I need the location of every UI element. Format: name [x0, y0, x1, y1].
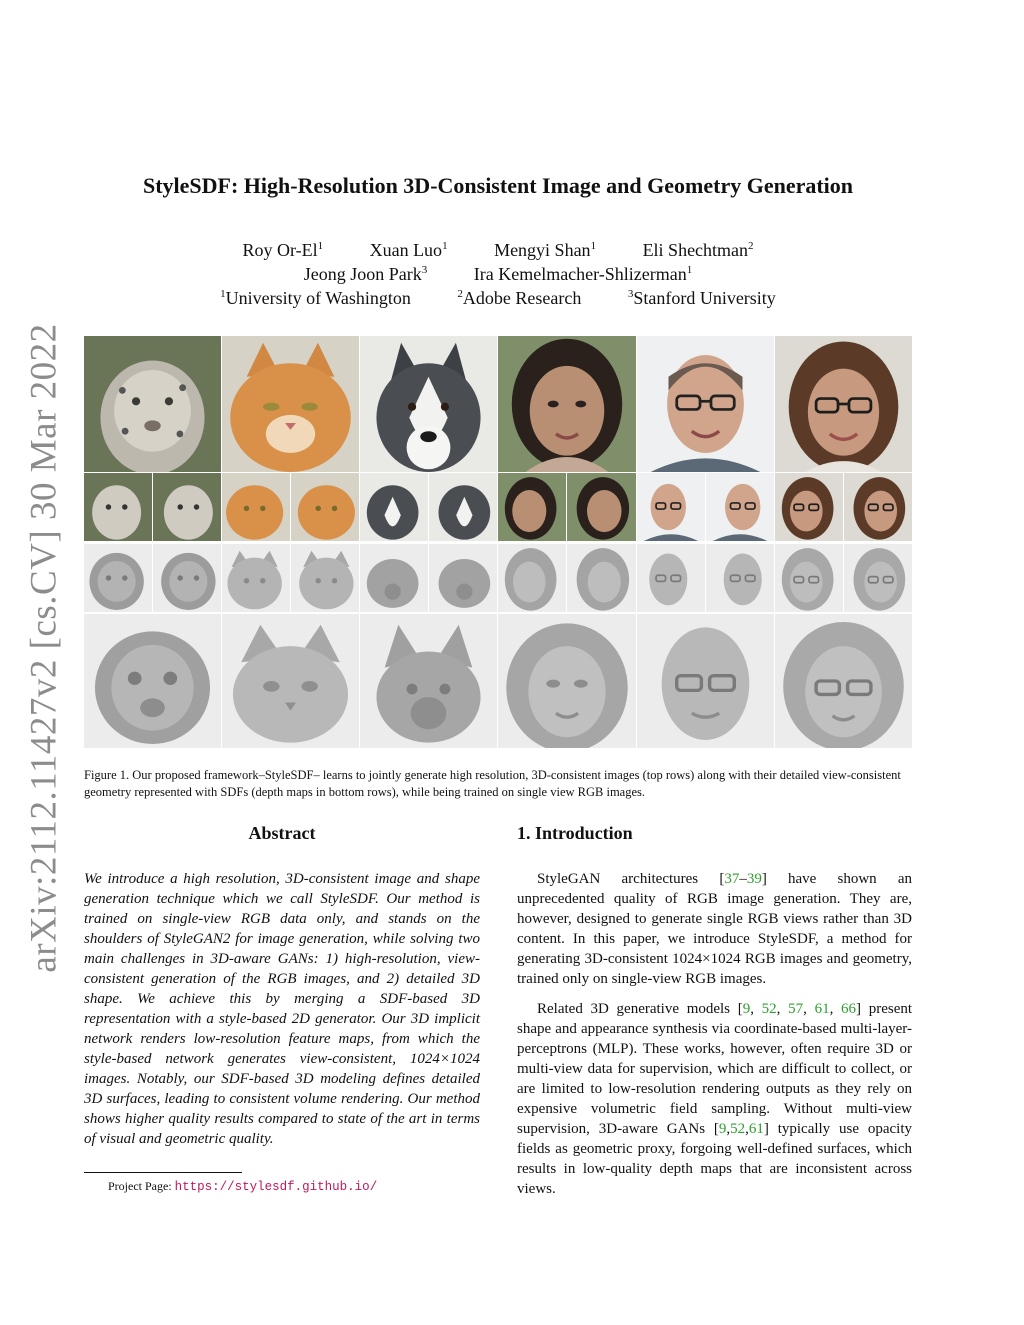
woman-glasses-view-left — [775, 473, 843, 541]
author-name — [494, 240, 596, 261]
author-text: Xuan Luo — [369, 240, 443, 260]
author-text: Jeong Joon Park — [303, 264, 422, 284]
footnote-rule — [84, 1172, 242, 1173]
intro-text: – — [739, 871, 747, 887]
citation-link[interactable]: 52 — [730, 1121, 746, 1137]
leopard-depth-view-left — [84, 544, 152, 612]
intro-text: ] have shown an unprecedented quality of RGB image generation. They are, however, designed to generate single RGB views rather than 3D content. In this paper, we introduce StyleSDF, a method for generating 3D-consistent 1024×1024 RGB images and geometry, trained only on single-view RGB images. — [517, 871, 912, 987]
cat-view-left — [222, 473, 290, 541]
woman-glasses-depth-view-left — [775, 544, 843, 612]
cat-depth-map — [222, 614, 359, 748]
authors-row-2 — [84, 264, 912, 285]
woman-depth-map — [498, 614, 636, 748]
author-affiliation-mark: 3 — [421, 264, 428, 276]
dog-depth-map — [360, 614, 497, 748]
man-view-right — [706, 473, 774, 541]
cat-depth-view-left — [222, 544, 290, 612]
man-depth-view-right — [706, 544, 774, 612]
author-affiliation-mark: 1 — [590, 240, 597, 252]
project-page-link[interactable]: https://stylesdf.github.io/ — [174, 1180, 378, 1194]
citation-link[interactable]: 57 — [788, 1001, 804, 1017]
dog-rgb-image — [360, 336, 497, 472]
abstract-heading: Abstract — [248, 823, 316, 843]
dog-view-right — [429, 473, 497, 541]
dog-depth-view-left — [360, 544, 428, 612]
dog-view-left — [360, 473, 428, 541]
cat-rgb-image — [222, 336, 359, 472]
author-text: Mengyi Shan — [494, 240, 591, 260]
citation-link[interactable]: 52 — [761, 1001, 777, 1017]
citation-link[interactable]: 9 — [742, 1001, 751, 1017]
affiliation-mark: 3 — [627, 288, 634, 300]
author-affiliation-mark: 1 — [317, 240, 324, 252]
woman-view-right — [567, 473, 636, 541]
man-depth-map — [637, 614, 774, 748]
author-text: Ira Kemelmacher-Shlizerman — [473, 264, 687, 284]
affiliation — [628, 288, 776, 309]
leopard-depth-view-right — [153, 544, 221, 612]
intro-text: ] present shape and appearance synthesis via coordinate-based multi-layer-perceptrons (MLP). These works, however, often require 3D or multi-view data for supervision, which are difficult to collect, or are limited to low-resolution rendering outputs as they rely on expensive volumetric field sampling. Without multi-view supervision, 3D-aware GANs [ — [517, 1001, 913, 1137]
woman-view-left — [498, 473, 566, 541]
woman-glasses-depth-map — [775, 614, 912, 748]
intro-paragraph-2: Related 3D generative models [9, 52, 57, 61, 66] present shape and appearance synthesis via coordinate-based multi-layer-perceptrons (MLP). These works, however, often require 3D or multi-view data for supervision, which are difficult to collect, or are limited to low-resolution rendering outputs as they rely on expensive volumetric field sampling. Without multi-view supervision, 3D-aware GANs [9,52,61] typically use opacity fields as geometric proxy, forgoing well-defined surfaces, which results in low-quality depth maps that are inconsistent across views. — [517, 1001, 913, 1197]
woman-glasses-depth-view-right — [844, 544, 912, 612]
leopard-view-right — [153, 473, 221, 541]
affiliation-text: University of Washington — [225, 288, 411, 308]
intro-paragraph-1 — [517, 869, 912, 989]
cat-view-right — [291, 473, 359, 541]
affiliation-text: Stanford University — [633, 288, 776, 308]
citation-link[interactable]: 9 — [718, 1121, 727, 1137]
affiliation-text: Adobe Research — [462, 288, 582, 308]
introduction-heading: 1. Introduction — [517, 823, 633, 843]
citation-link[interactable]: 37 — [724, 871, 740, 887]
author-name — [242, 240, 323, 261]
author-affiliation-mark: 1 — [442, 240, 448, 252]
man-depth-view-left — [637, 544, 705, 612]
intro-text: StyleGAN architectures [ — [537, 871, 725, 887]
intro-text: ] typically use opacity fields as geometric proxy, forgoing well-defined surfaces, which results in low-quality depth maps that are inconsistent across views. — [517, 1121, 912, 1197]
footnote-label: Project Page: — [108, 1179, 175, 1193]
leopard-view-left — [84, 473, 152, 541]
figure-caption: Figure 1. Our proposed framework–StyleSDF– learns to jointly generate high resolution, 3D-consistent images (top rows) along with their detailed view-consistent geometry represented with SDFs (depth maps in bottom rows), while being trained on single view RGB images. — [84, 768, 901, 799]
intro-text: Related 3D generative models [ — [537, 1001, 743, 1017]
author-name — [304, 264, 428, 285]
woman-depth-view-left — [498, 544, 566, 612]
author-affiliation-mark: 2 — [748, 240, 754, 252]
citation-link[interactable]: 61 — [814, 1001, 830, 1017]
authors-row-1 — [84, 240, 912, 261]
woman-glasses-view-right — [844, 473, 912, 541]
affiliation — [457, 288, 581, 309]
woman-rgb-image — [498, 336, 636, 472]
man-rgb-image — [637, 336, 774, 472]
affiliation-mark: 2 — [457, 288, 463, 300]
abstract-section — [84, 822, 480, 1149]
arxiv-identifier: arXiv:2112.11427v2 [cs.CV] 30 Mar 2022 — [23, 323, 65, 973]
paper-title: StyleSDF: High-Resolution 3D-Consistent Image and Geometry Generation — [142, 173, 854, 198]
affiliation-mark: 1 — [220, 288, 226, 300]
introduction-section — [517, 822, 912, 1209]
author-text: Roy Or-El — [242, 240, 318, 260]
leopard-rgb-image — [84, 336, 221, 472]
citation-link[interactable]: 61 — [748, 1121, 764, 1137]
affiliations-row — [84, 288, 912, 309]
dog-depth-view-right — [429, 544, 497, 612]
woman-glasses-rgb-image — [775, 336, 912, 472]
author-name — [643, 240, 754, 261]
woman-depth-view-right — [567, 544, 636, 612]
abstract-text: We introduce a high resolution, 3D-consistent image and shape generation technique which we call StyleSDF. Our method is trained on single-view RGB data only, and stands on the shoulders of StyleGAN2 for image generation, while solving two main challenges in 3D-aware GANs: 1) high-resolution, view-consistent generation of the RGB images, and 2) detailed 3D shape. We achieve this by merging a SDF-based 3D representation with a style-based 2D generator. Our 3D implicit network renders low-resolution feature maps, from which the style-based network generates view-consistent, 1024×1024 images. Notably, our SDF-based 3D modeling defines detailed 3D surfaces, leading to consistent volume rendering. Our method shows higher quality results compared to state of the art in terms of visual and geometric quality. — [84, 871, 480, 1147]
affiliation — [220, 288, 411, 309]
author-name — [474, 264, 693, 285]
cat-depth-view-right — [291, 544, 359, 612]
author-affiliation-mark: 1 — [686, 264, 693, 276]
leopard-depth-map — [84, 614, 221, 748]
footnote — [108, 1179, 377, 1194]
man-view-left — [637, 473, 705, 541]
author-name — [370, 240, 448, 261]
citation-link[interactable]: 39 — [746, 871, 762, 887]
figure-1-image-grid — [84, 336, 912, 748]
citation-link[interactable]: 66 — [841, 1001, 857, 1017]
author-text: Eli Shechtman — [642, 240, 749, 260]
